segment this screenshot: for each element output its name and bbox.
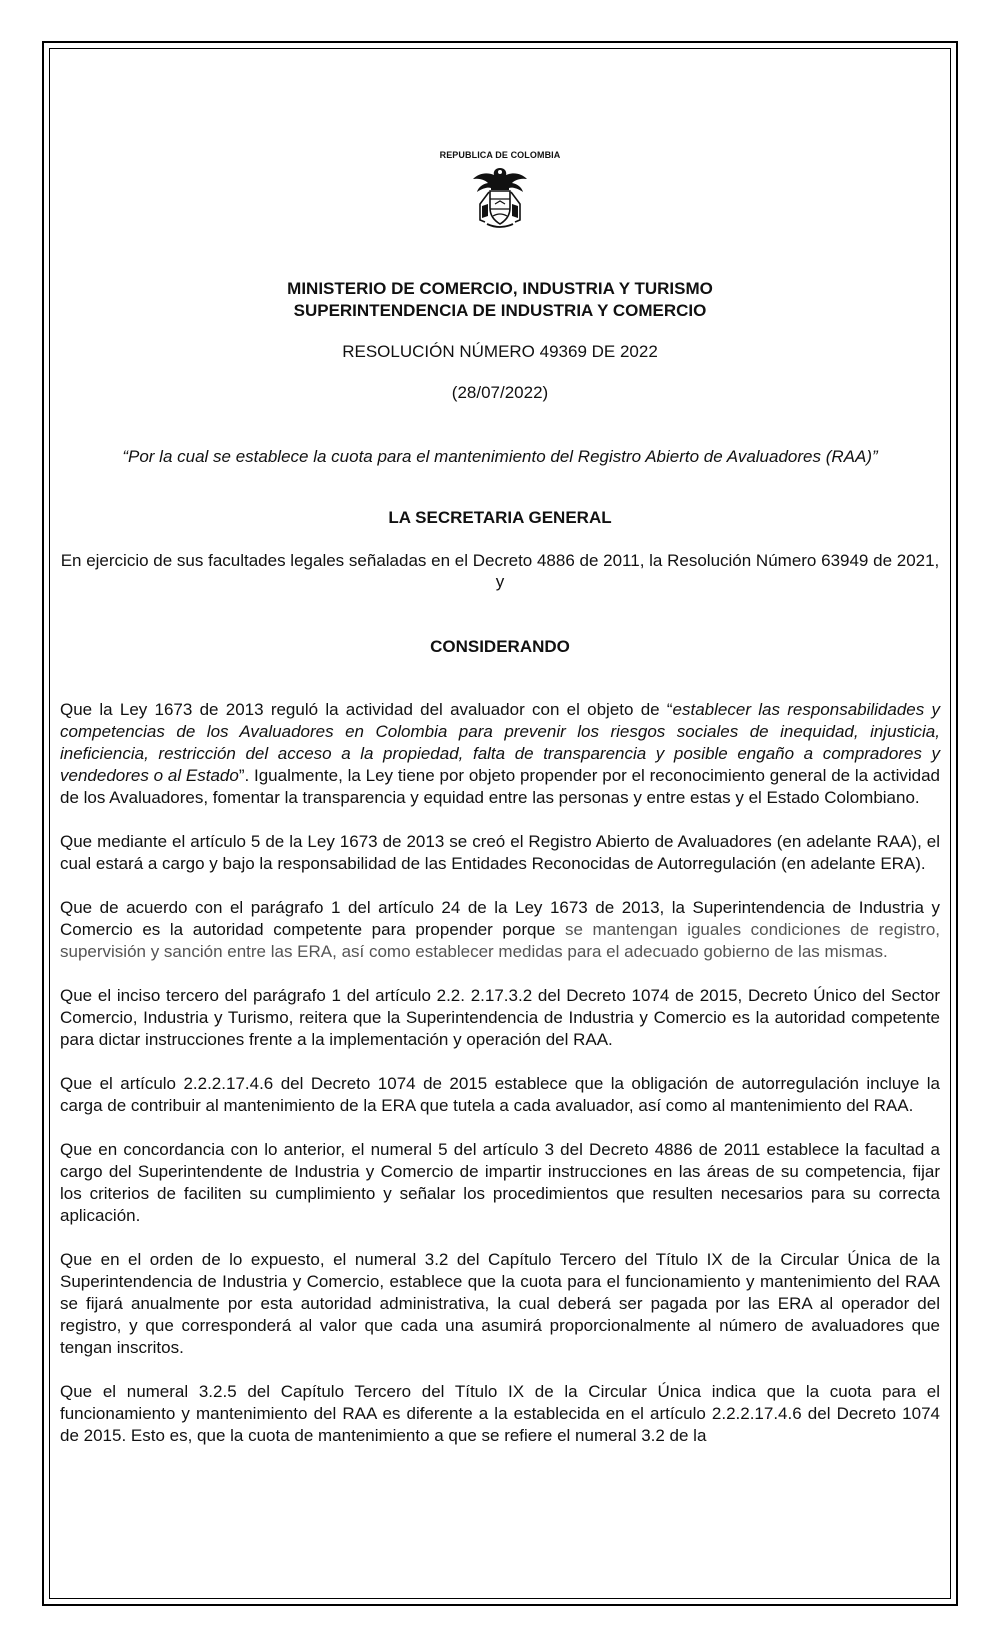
paragraph-2: Que mediante el artículo 5 de la Ley 1673 de 2013 se creó el Registro Abierto de Avaluadores (en adelante RAA), el cual estará a cargo y bajo la responsabilidad de las Entidades Reconocidas de Autorregulación (en adelante ERA). bbox=[60, 832, 940, 873]
paragraph-6: Que en concordancia con lo anterior, el numeral 5 del artículo 3 del Decreto 4886 de 2011 establece la facultad a cargo del Superintendente de Industria y Comercio de impartir instrucciones en las áreas de su competencia, fijar los criterios de faciliten su cumplimiento y señalar los procedimientos que resulten necesarios para su correcta aplicación. bbox=[60, 1140, 940, 1225]
paragraph-3-highlight: se mantengan iguales condiciones de registro, supervisión y sanción entre las ERA, así como establecer medidas para el adecuado gobierno de las mismas. bbox=[60, 920, 940, 961]
resolution-number: RESOLUCIÓN NÚMERO 49369 DE 2022 bbox=[342, 342, 658, 361]
paragraph-1-quote: establecer las responsabilidades y competencias de los Avaluadores en Colombia para prevenir los riesgos sociales de inequidad, injusticia, ineficiencia, restricción del acceso a la propiedad, falta de transparencia y posible engaño a compradores y vendedores o al Estado bbox=[60, 700, 941, 785]
document-body bbox=[60, 150, 940, 1469]
paragraph-3-intro: Que de acuerdo con el parágrafo 1 del artículo 24 de la Ley 1673 de 2013, la Superintendencia de Industria y Comercio es la autoridad competente para propender porque bbox=[60, 898, 940, 939]
paragraph-3 bbox=[60, 897, 940, 963]
paragraph-4: Que el inciso tercero del parágrafo 1 del artículo 2.2. 2.17.3.2 del Decreto 1074 de 2015, Decreto Único del Sector Comercio, Industria y Turismo, reitera que la Superintendencia de Industria y Comercio es la autoridad competente para dictar instrucciones frente a la implementación y operación del RAA. bbox=[60, 986, 940, 1049]
considerando-heading: CONSIDERANDO bbox=[430, 637, 570, 656]
paragraph-5: Que el artículo 2.2.2.17.4.6 del Decreto 1074 de 2015 establece que la obligación de autorregulación incluye la carga de contribuir al mantenimiento de la ERA que tutela a cada avaluador, así como al mantenimiento del RAA. bbox=[60, 1074, 940, 1115]
paragraph-7: Que en el orden de lo expuesto, el numeral 3.2 del Capítulo Tercero del Título IX de la Circular Única de la Superintendencia de Industria y Comercio, establece que la cuota para el funcionamiento y mantenimiento del RAA se fijará anualmente por esta autoridad administrativa, la cual deberá ser pagada por las ERA al operador del registro, y que corresponderá al valor que cada una asumirá proporcionalmente al número de avaluadores que tengan inscritos. bbox=[60, 1250, 940, 1357]
signatory-heading: LA SECRETARIA GENERAL bbox=[388, 508, 612, 527]
paragraph-8: Que el numeral 3.2.5 del Capítulo Tercero del Título IX de la Circular Única indica que la cuota para el funcionamiento y mantenimiento del RAA es diferente a la establecida en el artículo 2.2.2.17.4.6 del Decreto 1074 de 2015. Esto es, que la cuota de mantenimiento a que se refiere el numeral 3.2 de la bbox=[60, 1382, 940, 1445]
coat-of-arms-colombia-icon bbox=[469, 164, 531, 230]
paragraph-1-rest: ”. Igualmente, la Ley tiene por objeto propender por el reconocimiento general de la actividad de los Avaluadores, fomentar la transparencia y equidad entre las personas y entre estas y el Estado Colombiano. bbox=[60, 766, 940, 807]
resolution-date: (28/07/2022) bbox=[451, 383, 549, 402]
legal-basis: En ejercicio de sus facultades legales señaladas en el Decreto 4886 de 2011, la Resolución Número 63949 de 2021, y bbox=[60, 551, 940, 591]
ministry-line-2: SUPERINTENDENCIA DE INDUSTRIA Y COMERCIO bbox=[293, 301, 707, 320]
ministry-line-1: MINISTERIO DE COMERCIO, INDUSTRIA Y TURISMO bbox=[287, 279, 713, 298]
resolution-title: “Por la cual se establece la cuota para el mantenimiento del Registro Abierto de Avaluadores (RAA)” bbox=[122, 447, 878, 466]
considerations bbox=[60, 699, 940, 1447]
republica-label: REPUBLICA DE COLOMBIA bbox=[439, 150, 561, 160]
paragraph-1 bbox=[60, 699, 940, 809]
letterhead bbox=[60, 150, 940, 657]
ministry-heading bbox=[60, 278, 940, 322]
paragraph-1-intro: Que la Ley 1673 de 2013 reguló la actividad del avaluador con el objeto de “ bbox=[60, 700, 673, 719]
